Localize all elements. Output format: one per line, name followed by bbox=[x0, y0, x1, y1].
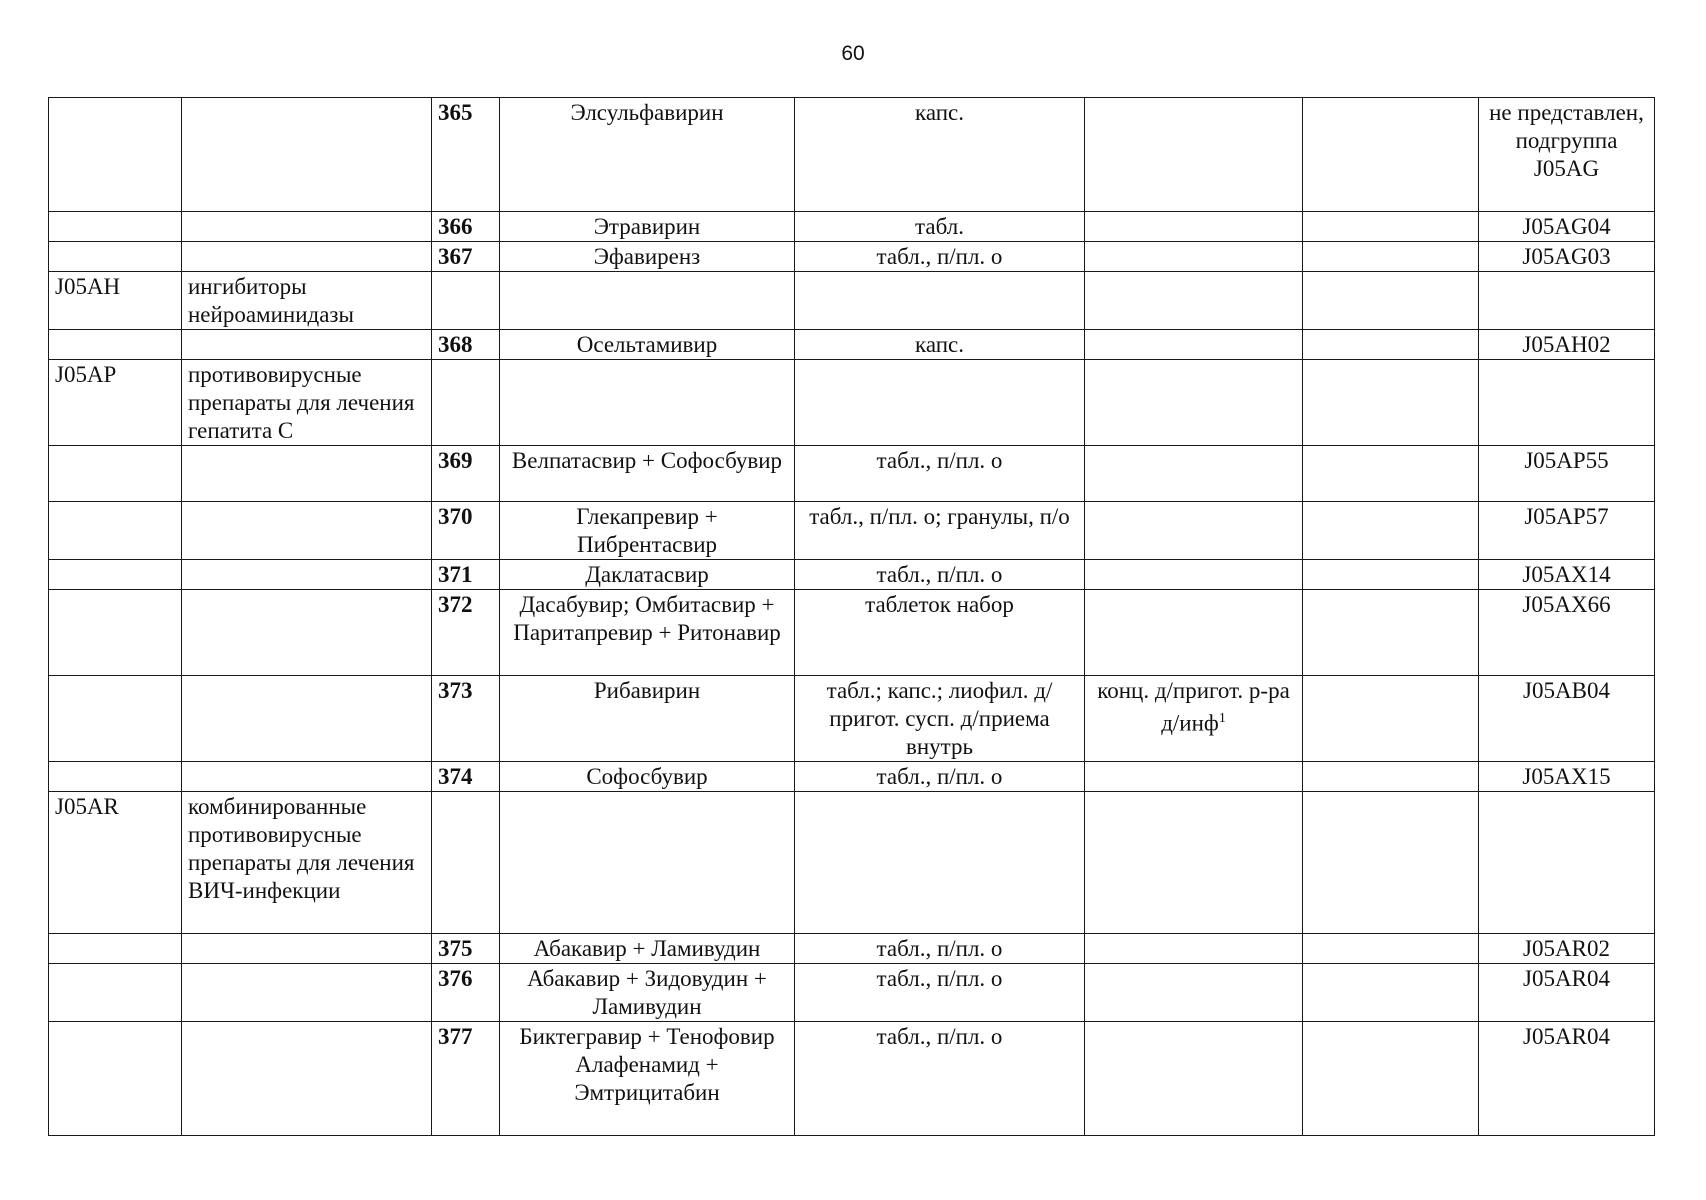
drug-name-text: Биктегравир + Тенофовир Алафенамид + Эмтрицитабин bbox=[519, 1024, 775, 1105]
atc-group-code-cell bbox=[49, 560, 182, 590]
atc-group-name-cell bbox=[182, 272, 432, 330]
row-number-cell bbox=[432, 792, 500, 934]
dosage-form-text: табл., п/пл. о bbox=[876, 244, 1003, 269]
hospital-dosage-form-cell bbox=[1085, 792, 1303, 934]
dosage-form-text: табл., п/пл. о bbox=[876, 764, 1003, 789]
note-cell bbox=[1303, 676, 1479, 762]
hospital-dosage-form-cell bbox=[1085, 590, 1303, 676]
drug-name-text: Велпатасвир + Софосбувир bbox=[511, 448, 783, 473]
atc-group-code-text: J05AP bbox=[55, 362, 117, 387]
dosage-form-cell bbox=[795, 360, 1085, 446]
atc-group-code-cell bbox=[49, 98, 182, 212]
atc-code-text: J05AP57 bbox=[1524, 504, 1609, 529]
drug-name-text: Глекапревир + Пибрентасвир bbox=[576, 504, 718, 557]
atc-code-text: не представлен, подгруппа J05AG bbox=[1489, 100, 1644, 181]
row-number-text: 370 bbox=[438, 504, 473, 529]
dosage-form-text: табл., п/пл. о bbox=[876, 966, 1003, 991]
atc-group-name-cell bbox=[182, 330, 432, 360]
dosage-form-text: капс. bbox=[915, 332, 964, 357]
hospital-dosage-form-cell bbox=[1085, 242, 1303, 272]
atc-group-name-cell bbox=[182, 502, 432, 560]
hospital-dosage-form-cell bbox=[1085, 98, 1303, 212]
atc-group-code-cell bbox=[49, 272, 182, 330]
dosage-form-text: табл., п/пл. о bbox=[876, 448, 1003, 473]
medication-table bbox=[48, 97, 1655, 1136]
atc-group-code-cell bbox=[49, 964, 182, 1022]
atc-group-code-cell bbox=[49, 502, 182, 560]
atc-code-cell bbox=[1479, 792, 1655, 934]
atc-code-text: J05AH02 bbox=[1522, 332, 1611, 357]
atc-group-name-cell bbox=[182, 360, 432, 446]
atc-group-name-text: противовирусные препараты для лечения гепатита С bbox=[188, 362, 415, 443]
note-cell bbox=[1303, 330, 1479, 360]
drug-name-text: Абакавир + Ламивудин bbox=[533, 936, 761, 961]
dosage-form-cell bbox=[795, 934, 1085, 964]
dosage-form-cell bbox=[795, 330, 1085, 360]
drug-name-text: Элсульфавирин bbox=[570, 100, 724, 125]
row-number-cell bbox=[432, 446, 500, 502]
dosage-form-cell bbox=[795, 502, 1085, 560]
atc-code-cell bbox=[1479, 676, 1655, 762]
row-number-cell bbox=[432, 762, 500, 792]
atc-code-cell bbox=[1479, 212, 1655, 242]
row-number-text: 369 bbox=[438, 448, 473, 473]
atc-group-code-cell bbox=[49, 242, 182, 272]
row-number-cell bbox=[432, 212, 500, 242]
dosage-form-cell bbox=[795, 242, 1085, 272]
atc-group-name-text: ингибиторы нейроаминидазы bbox=[188, 274, 354, 327]
hospital-dosage-form-cell bbox=[1085, 560, 1303, 590]
table-row bbox=[49, 330, 1655, 360]
dosage-form-text: табл., п/пл. о bbox=[876, 1024, 1003, 1049]
drug-name-cell bbox=[500, 242, 795, 272]
row-number-cell bbox=[432, 964, 500, 1022]
note-cell bbox=[1303, 360, 1479, 446]
atc-code-text: J05AP55 bbox=[1524, 448, 1609, 473]
note-cell bbox=[1303, 560, 1479, 590]
drug-name-cell bbox=[500, 272, 795, 330]
atc-code-cell bbox=[1479, 964, 1655, 1022]
atc-code-cell bbox=[1479, 762, 1655, 792]
atc-group-name-cell bbox=[182, 242, 432, 272]
note-cell bbox=[1303, 212, 1479, 242]
table-row bbox=[49, 212, 1655, 242]
dosage-form-cell bbox=[795, 762, 1085, 792]
hospital-dosage-form-cell bbox=[1085, 502, 1303, 560]
atc-group-code-cell bbox=[49, 762, 182, 792]
atc-code-text: J05AX66 bbox=[1522, 592, 1611, 617]
row-number-text: 374 bbox=[438, 764, 473, 789]
page-number: 60 bbox=[841, 42, 865, 65]
atc-group-name-cell bbox=[182, 98, 432, 212]
drug-name-cell bbox=[500, 590, 795, 676]
table-row bbox=[49, 360, 1655, 446]
drug-name-cell bbox=[500, 762, 795, 792]
atc-code-text: J05AR04 bbox=[1523, 1024, 1610, 1049]
row-number-text: 366 bbox=[438, 214, 473, 239]
table-row bbox=[49, 446, 1655, 502]
dosage-form-text: табл. bbox=[915, 214, 964, 239]
atc-group-code-cell bbox=[49, 360, 182, 446]
row-number-cell bbox=[432, 560, 500, 590]
atc-code-cell bbox=[1479, 590, 1655, 676]
atc-code-cell bbox=[1479, 560, 1655, 590]
drug-name-cell bbox=[500, 934, 795, 964]
drug-name-cell bbox=[500, 360, 795, 446]
dosage-form-cell bbox=[795, 212, 1085, 242]
row-number-cell bbox=[432, 502, 500, 560]
atc-group-code-cell bbox=[49, 792, 182, 934]
atc-group-code-text: J05AH bbox=[55, 274, 121, 299]
note-cell bbox=[1303, 934, 1479, 964]
drug-name-text: Софосбувир bbox=[586, 764, 708, 789]
row-number-text: 368 bbox=[438, 332, 473, 357]
row-number-cell bbox=[432, 934, 500, 964]
row-number-cell bbox=[432, 590, 500, 676]
row-number-text: 376 bbox=[438, 966, 473, 991]
atc-code-text: J05AG03 bbox=[1522, 244, 1611, 269]
hospital-dosage-form-cell bbox=[1085, 272, 1303, 330]
atc-group-name-cell bbox=[182, 212, 432, 242]
row-number-text: 373 bbox=[438, 678, 473, 703]
row-number-text: 371 bbox=[438, 562, 473, 587]
row-number-text: 367 bbox=[438, 244, 473, 269]
dosage-form-cell bbox=[795, 964, 1085, 1022]
atc-group-code-text: J05AR bbox=[55, 794, 119, 819]
row-number-text: 377 bbox=[438, 1024, 473, 1049]
atc-group-name-cell bbox=[182, 762, 432, 792]
hospital-dosage-form-cell bbox=[1085, 212, 1303, 242]
atc-code-text: J05AR02 bbox=[1523, 936, 1610, 961]
note-cell bbox=[1303, 242, 1479, 272]
footnote-marker: 1 bbox=[1218, 711, 1226, 726]
atc-code-text: J05AX14 bbox=[1522, 562, 1611, 587]
drug-name-cell bbox=[500, 676, 795, 762]
atc-group-code-cell bbox=[49, 446, 182, 502]
drug-name-cell bbox=[500, 212, 795, 242]
table-row bbox=[49, 272, 1655, 330]
drug-name-cell bbox=[500, 98, 795, 212]
row-number-cell bbox=[432, 360, 500, 446]
drug-name-cell bbox=[500, 330, 795, 360]
row-number-cell bbox=[432, 272, 500, 330]
dosage-form-cell bbox=[795, 272, 1085, 330]
note-cell bbox=[1303, 502, 1479, 560]
drug-name-text: Рибавирин bbox=[593, 678, 701, 703]
atc-code-text: J05AR04 bbox=[1523, 966, 1610, 991]
atc-group-name-cell bbox=[182, 560, 432, 590]
table-row bbox=[49, 98, 1655, 212]
atc-group-name-cell bbox=[182, 964, 432, 1022]
atc-group-name-cell bbox=[182, 934, 432, 964]
note-cell bbox=[1303, 792, 1479, 934]
table-row bbox=[49, 242, 1655, 272]
note-cell bbox=[1303, 762, 1479, 792]
hospital-dosage-form-cell bbox=[1085, 934, 1303, 964]
drug-name-text: Этравирин bbox=[593, 214, 701, 239]
atc-code-text: J05AB04 bbox=[1523, 678, 1610, 703]
dosage-form-text: табл., п/пл. о bbox=[876, 562, 1003, 587]
row-number-text: 372 bbox=[438, 592, 473, 617]
note-cell bbox=[1303, 98, 1479, 212]
dosage-form-text: табл.; капс.; лиофил. д/пригот. сусп. д/приема внутрь bbox=[826, 678, 1053, 759]
row-number-cell bbox=[432, 330, 500, 360]
hospital-dosage-form-cell bbox=[1085, 446, 1303, 502]
hospital-dosage-form-cell bbox=[1085, 330, 1303, 360]
note-cell bbox=[1303, 272, 1479, 330]
row-number-cell bbox=[432, 1022, 500, 1136]
note-cell bbox=[1303, 1022, 1479, 1136]
hospital-dosage-form-text: конц. д/пригот. р-ра д/инф bbox=[1097, 678, 1290, 736]
dosage-form-text: капс. bbox=[915, 100, 964, 125]
atc-group-name-cell bbox=[182, 792, 432, 934]
table-row bbox=[49, 762, 1655, 792]
table-row bbox=[49, 676, 1655, 762]
dosage-form-text: табл., п/пл. о bbox=[876, 936, 1003, 961]
atc-group-name-cell bbox=[182, 1022, 432, 1136]
atc-code-cell bbox=[1479, 934, 1655, 964]
dosage-form-cell bbox=[795, 792, 1085, 934]
drug-name-cell bbox=[500, 792, 795, 934]
atc-group-code-cell bbox=[49, 590, 182, 676]
atc-code-cell bbox=[1479, 446, 1655, 502]
dosage-form-cell bbox=[795, 590, 1085, 676]
drug-name-text: Эфавиренз bbox=[593, 244, 701, 269]
hospital-dosage-form-cell bbox=[1085, 676, 1303, 762]
atc-group-code-cell bbox=[49, 676, 182, 762]
dosage-form-cell bbox=[795, 98, 1085, 212]
dosage-form-text: таблеток набор bbox=[865, 592, 1014, 617]
drug-name-cell bbox=[500, 964, 795, 1022]
row-number-cell bbox=[432, 242, 500, 272]
dosage-form-cell bbox=[795, 676, 1085, 762]
note-cell bbox=[1303, 964, 1479, 1022]
drug-name-text: Абакавир + Зидовудин + Ламивудин bbox=[527, 966, 767, 1019]
atc-code-cell bbox=[1479, 330, 1655, 360]
dosage-form-cell bbox=[795, 560, 1085, 590]
drug-name-cell bbox=[500, 560, 795, 590]
dosage-form-text: табл., п/пл. о; гранулы, п/о bbox=[809, 504, 1070, 529]
atc-code-cell bbox=[1479, 360, 1655, 446]
hospital-dosage-form-cell bbox=[1085, 360, 1303, 446]
atc-group-name-cell bbox=[182, 676, 432, 762]
atc-code-text: J05AG04 bbox=[1522, 214, 1611, 239]
atc-code-cell bbox=[1479, 272, 1655, 330]
drug-name-text: Осельтамивир bbox=[576, 332, 718, 357]
drug-name-cell bbox=[500, 446, 795, 502]
table-row bbox=[49, 792, 1655, 934]
atc-group-code-cell bbox=[49, 330, 182, 360]
row-number-cell bbox=[432, 98, 500, 212]
atc-group-code-cell bbox=[49, 934, 182, 964]
atc-code-text: J05AX15 bbox=[1522, 764, 1611, 789]
hospital-dosage-form-cell bbox=[1085, 762, 1303, 792]
table-row bbox=[49, 934, 1655, 964]
row-number-text: 365 bbox=[438, 100, 473, 125]
atc-code-cell bbox=[1479, 242, 1655, 272]
drug-name-text: Даклатасвир bbox=[585, 562, 709, 587]
dosage-form-cell bbox=[795, 1022, 1085, 1136]
row-number-text: 375 bbox=[438, 936, 473, 961]
hospital-dosage-form-cell bbox=[1085, 964, 1303, 1022]
atc-group-code-cell bbox=[49, 1022, 182, 1136]
atc-group-name-cell bbox=[182, 590, 432, 676]
drug-name-cell bbox=[500, 502, 795, 560]
drug-name-text: Дасабувир; Омбитасвир + Паритапревир + Ритонавир bbox=[513, 592, 781, 645]
note-cell bbox=[1303, 446, 1479, 502]
atc-group-name-text: комбинированные противовирусные препараты для лечения ВИЧ-инфекции bbox=[188, 794, 415, 903]
atc-code-cell bbox=[1479, 1022, 1655, 1136]
atc-group-code-cell bbox=[49, 212, 182, 242]
atc-code-cell bbox=[1479, 98, 1655, 212]
atc-code-cell bbox=[1479, 502, 1655, 560]
drug-name-cell bbox=[500, 1022, 795, 1136]
table-row bbox=[49, 590, 1655, 676]
atc-group-name-cell bbox=[182, 446, 432, 502]
table-row bbox=[49, 502, 1655, 560]
hospital-dosage-form-cell bbox=[1085, 1022, 1303, 1136]
table-row bbox=[49, 560, 1655, 590]
row-number-cell bbox=[432, 676, 500, 762]
table-row bbox=[49, 964, 1655, 1022]
dosage-form-cell bbox=[795, 446, 1085, 502]
table-row bbox=[49, 1022, 1655, 1136]
note-cell bbox=[1303, 590, 1479, 676]
table-body bbox=[49, 98, 1655, 1136]
